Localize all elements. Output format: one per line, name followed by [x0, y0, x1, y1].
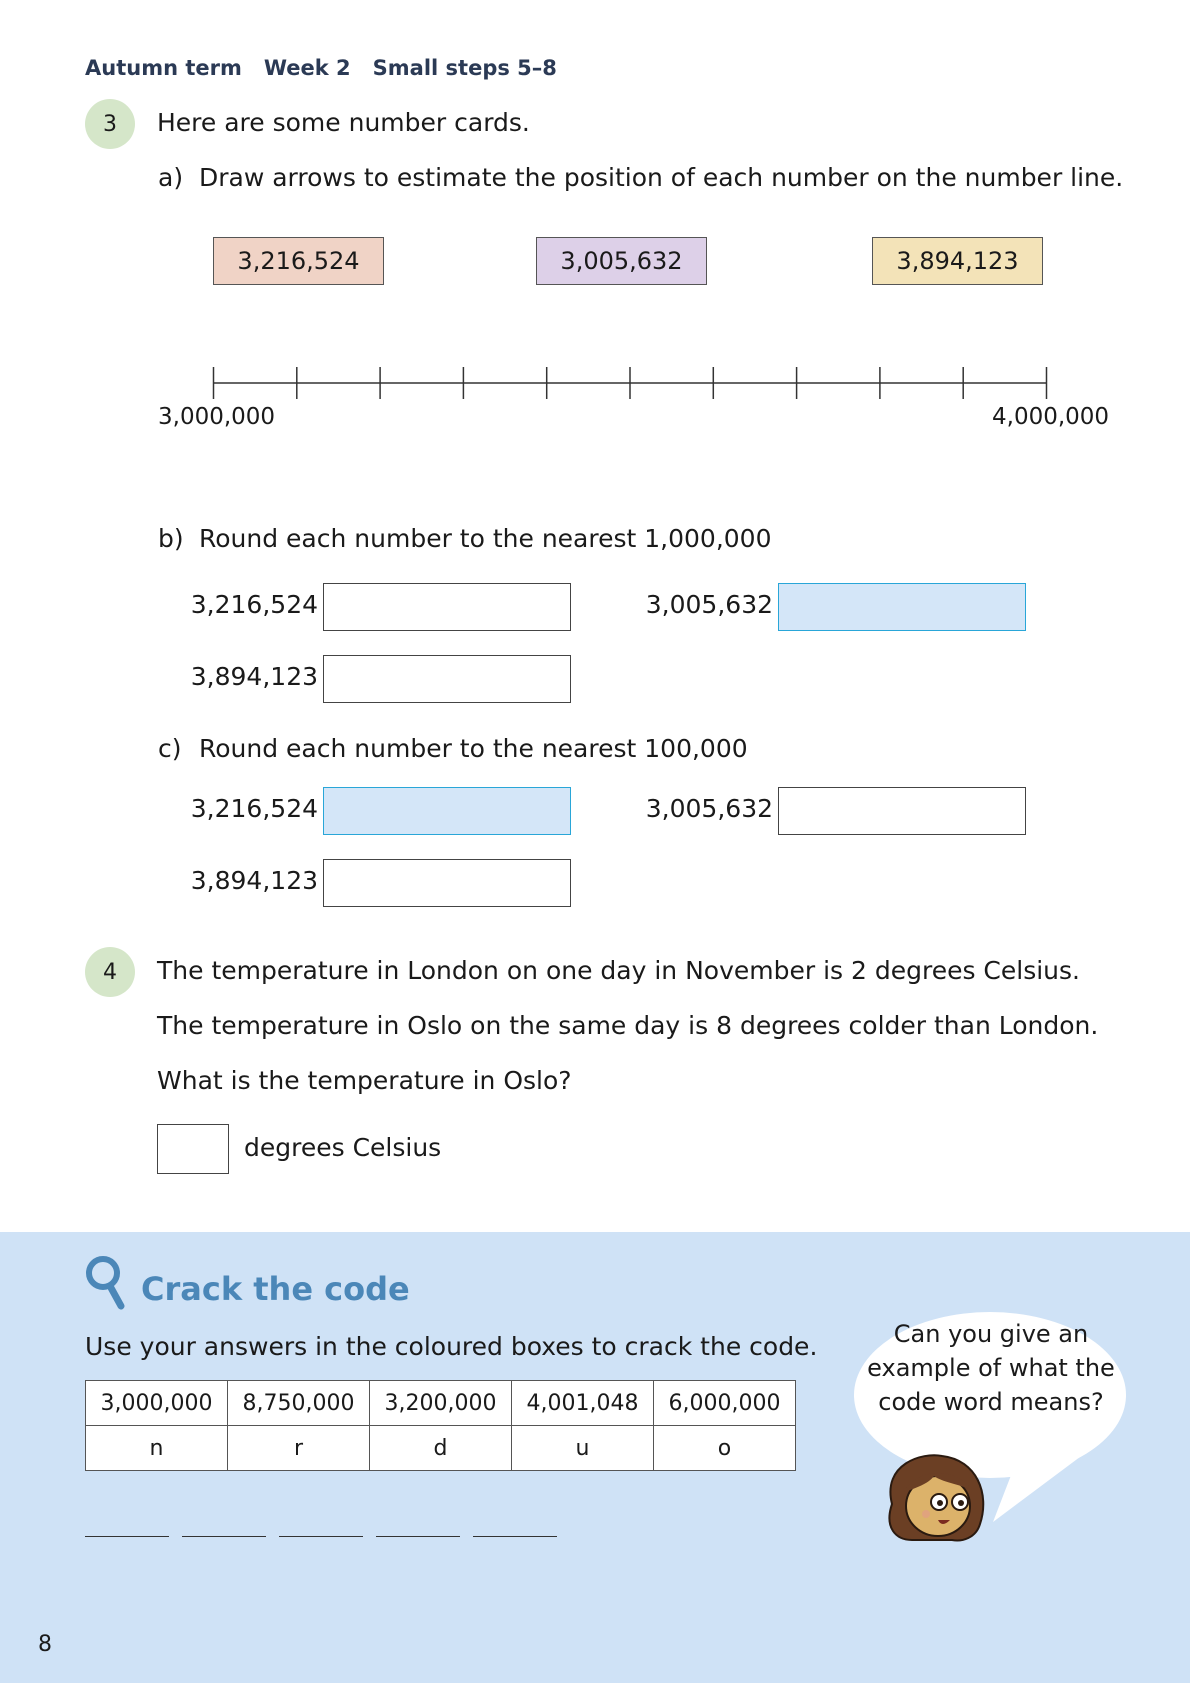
code-number: 3,000,000 [86, 1381, 228, 1426]
q3b-answer-box-1[interactable] [323, 583, 571, 631]
q3c-answer-box-2[interactable] [778, 787, 1026, 835]
page-number: 8 [38, 1632, 52, 1657]
crack-code-instruction: Use your answers in the coloured boxes to crack the code. [85, 1332, 818, 1361]
q4-unit: degrees Celsius [244, 1133, 442, 1162]
code-letter: n [86, 1426, 228, 1471]
girl-character-icon [882, 1454, 988, 1546]
q3b-answer-box-2-coloured[interactable] [778, 583, 1026, 631]
code-letter: r [228, 1426, 370, 1471]
code-table-numbers-row [86, 1381, 796, 1426]
q3c-number-1: 3,216,524 [190, 794, 318, 823]
q3b-number-1: 3,216,524 [190, 590, 318, 619]
code-letter: u [512, 1426, 654, 1471]
q3c-text: Round each number to the nearest 100,000 [199, 734, 748, 763]
question-4-number: 4 [85, 947, 135, 997]
number-card-2[interactable]: 3,005,632 [536, 237, 707, 285]
q3c-number-2: 3,005,632 [645, 794, 773, 823]
q4-answer-box[interactable] [157, 1124, 229, 1174]
page-header [85, 56, 579, 80]
header-week: Week 2 [263, 56, 351, 80]
speech-bubble-text: Can you give an example of what the code word means? [867, 1320, 1115, 1416]
header-term: Autumn term [85, 56, 242, 80]
q4-line-1: The temperature in London on one day in November is 2 degrees Celsius. [157, 956, 1080, 985]
q3c-answer-box-1-coloured[interactable] [323, 787, 571, 835]
q4-line-2: The temperature in Oslo on the same day is 8 degrees colder than London. [157, 1011, 1099, 1040]
q3b-number-2: 3,005,632 [645, 590, 773, 619]
number-card-3[interactable]: 3,894,123 [872, 237, 1043, 285]
code-letter: o [654, 1426, 796, 1471]
code-number: 3,200,000 [370, 1381, 512, 1426]
magnifier-icon [84, 1254, 126, 1310]
q3b-text: Round each number to the nearest 1,000,000 [199, 524, 772, 553]
number-card-1[interactable]: 3,216,524 [213, 237, 384, 285]
q3c-answer-box-3[interactable] [323, 859, 571, 907]
code-blank-3[interactable] [279, 1536, 363, 1537]
code-table [85, 1380, 796, 1471]
q3b-number-3: 3,894,123 [190, 662, 318, 691]
code-number: 6,000,000 [654, 1381, 796, 1426]
code-blank-5[interactable] [473, 1536, 557, 1537]
q3c-label: c) [158, 734, 182, 763]
q3-intro: Here are some number cards. [157, 108, 530, 137]
question-3-number: 3 [85, 99, 135, 149]
crack-code-title: Crack the code [141, 1270, 410, 1308]
code-table-letters-row [86, 1426, 796, 1471]
code-blank-2[interactable] [182, 1536, 266, 1537]
code-number: 4,001,048 [512, 1381, 654, 1426]
q4-line-3: What is the temperature in Oslo? [157, 1066, 572, 1095]
q3b-label: b) [158, 524, 184, 553]
number-line-end-label: 4,000,000 [992, 404, 1110, 430]
header-steps: Small steps 5–8 [372, 56, 557, 80]
code-blank-4[interactable] [376, 1536, 460, 1537]
q3b-answer-box-3[interactable] [323, 655, 571, 703]
number-line-start-label: 3,000,000 [158, 404, 276, 430]
q3a-text: Draw arrows to estimate the position of each number on the number line. [199, 163, 1124, 192]
q3a-label: a) [158, 163, 184, 192]
code-number: 8,750,000 [228, 1381, 370, 1426]
code-blank-1[interactable] [85, 1536, 169, 1537]
q3c-number-3: 3,894,123 [190, 866, 318, 895]
code-letter: d [370, 1426, 512, 1471]
number-line[interactable] [200, 360, 1060, 410]
